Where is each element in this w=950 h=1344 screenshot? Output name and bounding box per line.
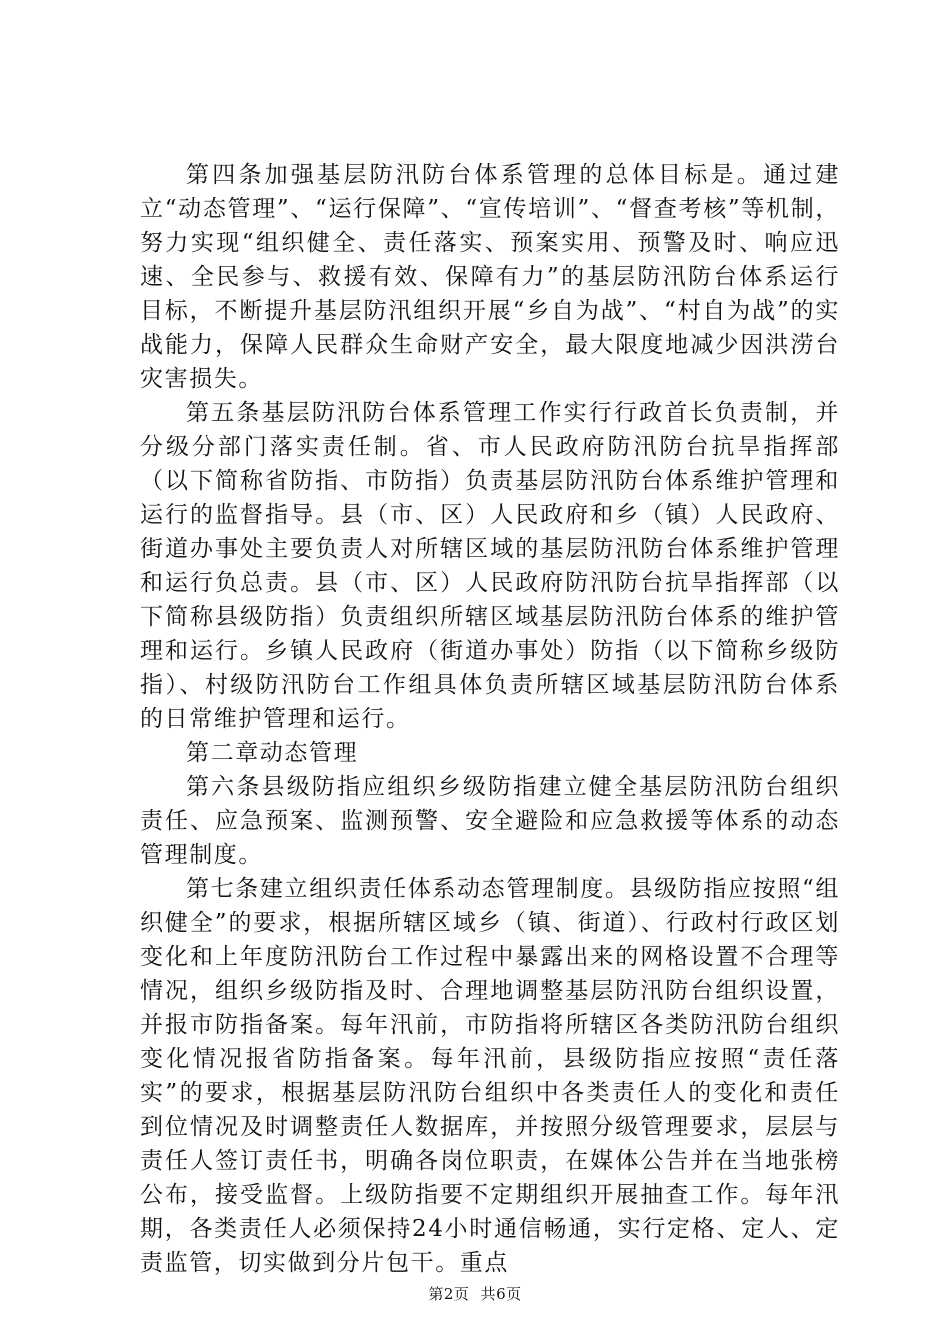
article-4-paragraph: 第四条加强基层防汛防台体系管理的总体目标是。通过建立“动态管理”、“运行保障”、“宣传培训”、“督查考核”等机制，努力实现“组织健全、责任落实、预案实用、预警及时、响应迅速、全民参与、救援有效、保障有力”的基层防汛防台体系运行目标，不断提升基层防汛组织开展“乡自为战”、“村自为战”的实战能力，保障人民群众生命财产安全，最大限度地减少因洪涝台灾害损失。 xyxy=(140,162,840,392)
page-number: 第2页 xyxy=(428,1285,470,1303)
page-footer xyxy=(0,1283,950,1304)
document-body xyxy=(140,158,840,1280)
article-6-paragraph: 第六条县级防指应组织乡级防指建立健全基层防汛防台组织责任、应急预案、监测预警、安全避险和应急救援等体系的动态管理制度。 xyxy=(140,774,840,868)
article-5-paragraph: 第五条基层防汛防台体系管理工作实行行政首长负责制，并分级分部门落实责任制。省、市人民政府防汛防台抗旱指挥部（以下简称省防指、市防指）负责基层防汛防台体系维护管理和运行的监督指导。县（市、区）人民政府和乡（镇）人民政府、街道办事处主要负责人对所辖区域的基层防汛防台体系维护管理和运行负总责。县（市、区）人民政府防汛防台抗旱指挥部（以下简称县级防指）负责组织所辖区域基层防汛防台体系的维护管理和运行。乡镇人民政府（街道办事处）防指（以下简称乡级防指）、村级防汛防台工作组具体负责所辖区域基层防汛防台体系的日常维护管理和运行。 xyxy=(140,400,840,732)
chapter-2-heading: 第二章动态管理 xyxy=(186,740,359,766)
article-7-paragraph: 第七条建立组织责任体系动态管理制度。县级防指应按照“组织健全”的要求，根据所辖区域乡（镇、街道）、行政村行政区划变化和上年度防汛防台工作过程中暴露出来的网格设置不合理等情况，组织乡级防指及时、合理地调整基层防汛防台组织设置，并报市防指备案。每年汛前，市防指将所辖区各类防汛防台组织变化情况报省防指备案。每年汛前，县级防指应按照“责任落实”的要求，根据基层防汛防台组织中各类责任人的变化和责任到位情况及时调整责任人数据库，并按照分级管理要求，层层与责任人签订责任书，明确各岗位职责，在媒体公告并在当地张榜公布，接受监督。上级防指要不定期组织开展抽查工作。每年汛期，各类责任人必须保持24小时通信畅通，实行定格、定人、定责监管，切实做到分片包干。重点 xyxy=(140,876,840,1276)
page-total: 共6页 xyxy=(480,1285,522,1303)
